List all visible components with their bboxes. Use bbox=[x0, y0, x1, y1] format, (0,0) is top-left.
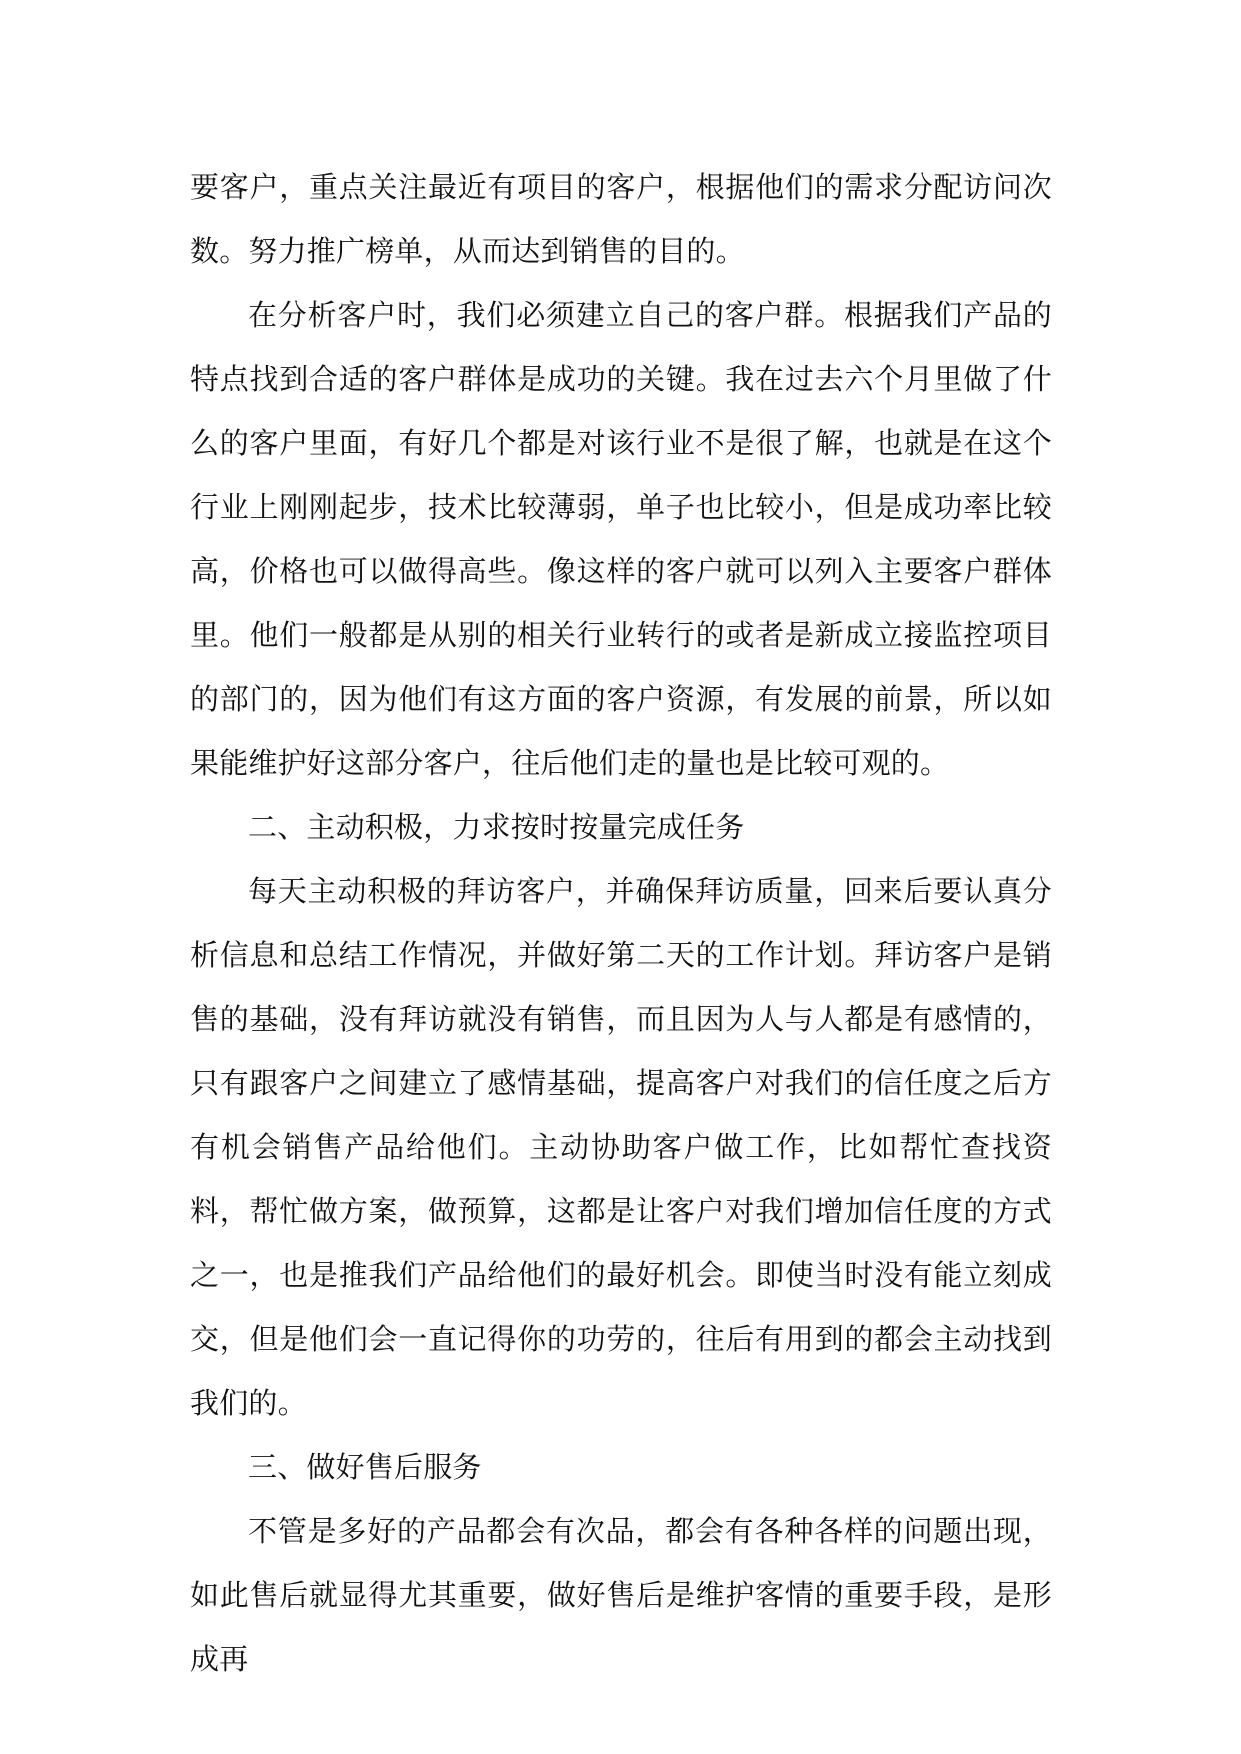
section-heading-3: 三、做好售后服务 bbox=[248, 1450, 482, 1484]
paragraph-visit-customers: 每天主动积极的拜访客户，并确保拜访质量，回来后要认真分析信息和总结工作情况，并做好第二天的工作计划。拜访客户是销售的基础，没有拜访就没有销售，而且因为人与人都是有感情的，只有跟客户之间建立了感情基础，提高客户对我们的信任度之后方有机会销售产品给他们。主动协助客户做工作，比如帮忙查找资料，帮忙做方案，做预算，这都是让客户对我们增加信任度的方式之一，也是推我们产品给他们的最好机会。即使当时没有能立刻成交，但是他们会一直记得你的功劳的，往后有用到的都会主动找到我们的。 bbox=[190, 874, 1052, 1420]
document-body bbox=[190, 155, 1052, 1691]
paragraph-continuation: 要客户，重点关注最近有项目的客户，根据他们的需求分配访问次数。努力推广榜单，从而达到销售的目的。 bbox=[190, 170, 1052, 268]
paragraph-after-sales: 不管是多好的产品都会有次品，都会有各种各样的问题出现，如此售后就显得尤其重要，做好售后是维护客情的重要手段，是形成再 bbox=[190, 1514, 1052, 1676]
paragraph-customer-analysis: 在分析客户时，我们必须建立自己的客户群。根据我们产品的特点找到合适的客户群体是成功的关键。我在过去六个月里做了什么的客户里面，有好几个都是对该行业不是很了解，也就是在这个行业上刚刚起步，技术比较薄弱，单子也比较小，但是成功率比较高，价格也可以做得高些。像这样的客户就可以列入主要客户群体里。他们一般都是从别的相关行业转行的或者是新成立接监控项目的部门的，因为他们有这方面的客户资源，有发展的前景，所以如果能维护好这部分客户，往后他们走的量也是比较可观的。 bbox=[190, 298, 1052, 780]
section-heading-2: 二、主动积极，力求按时按量完成任务 bbox=[248, 810, 745, 844]
